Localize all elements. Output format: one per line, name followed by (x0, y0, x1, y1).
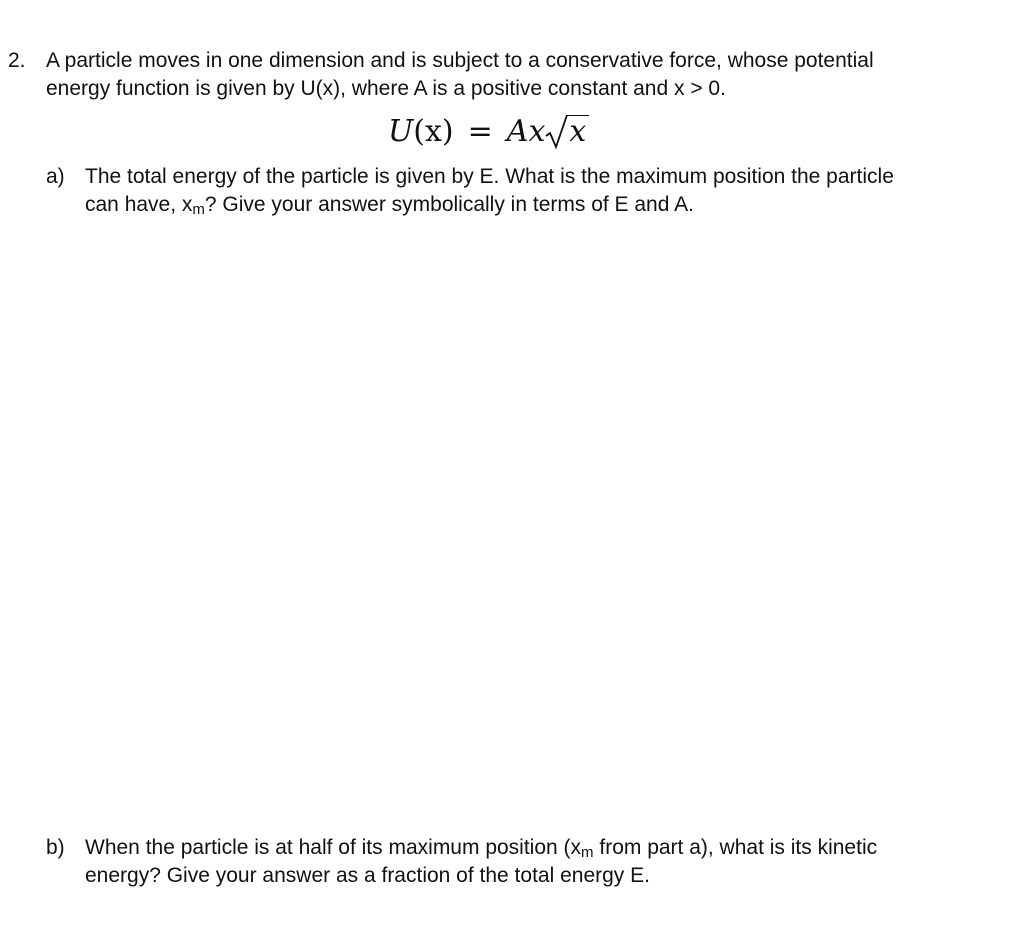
question-intro-line-1: A particle moves in one dimension and is subject to a conservative force, whose potential (46, 49, 874, 72)
equation-radicand: x (567, 115, 589, 148)
part-b-line-2: energy? Give your answer as a fraction of the total energy E. (85, 864, 650, 887)
question-number: 2. (8, 49, 26, 72)
part-b-subscript: m (581, 844, 594, 861)
part-b-line-1 (85, 834, 877, 862)
radical-sign-icon (545, 114, 569, 150)
equation-rhs-const: A (506, 114, 529, 149)
part-a-line-2 (85, 191, 694, 219)
equation-rhs-var: x (528, 114, 546, 149)
potential-energy-equation (388, 112, 589, 152)
part-b-label: b) (46, 836, 65, 859)
square-root (545, 112, 589, 152)
question-intro-line-2: energy function is given by U(x), where A is a positive constant and x > 0. (46, 77, 726, 100)
equation-lhs-arg: (x) (413, 114, 454, 149)
equation-lhs-var: U (388, 114, 414, 149)
part-a-line-2-start: can have, x (85, 193, 193, 216)
part-a-answer-space (85, 230, 985, 820)
part-b-line-1-end: from part a), what is its kinetic (593, 836, 878, 859)
equation-equals: = (467, 114, 493, 149)
part-a-label: a) (46, 165, 65, 188)
part-a-subscript: m (192, 201, 205, 218)
part-a-line-1: The total energy of the particle is given by E. What is the maximum position the particle (85, 165, 894, 188)
part-b-line-1-start: When the particle is at half of its maximum position (x (85, 836, 582, 859)
part-a-line-2-end: ? Give your answer symbolically in terms of E and A. (204, 193, 694, 216)
